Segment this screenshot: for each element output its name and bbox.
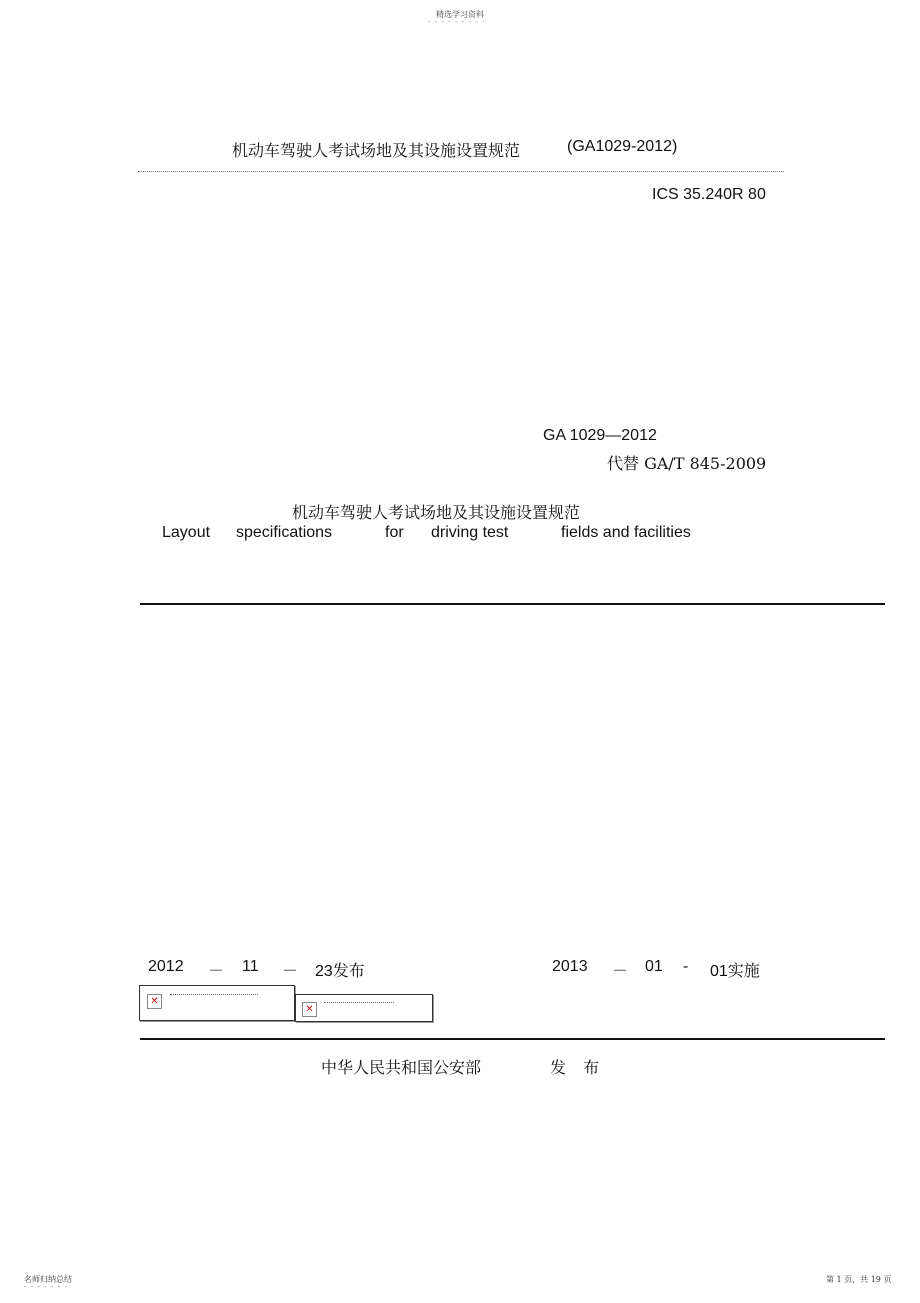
- effective-day-label: 01实施: [710, 963, 760, 980]
- title-en-word: driving test: [431, 524, 509, 541]
- issue-month: 11: [242, 958, 259, 975]
- broken-image-placeholder: [139, 985, 295, 1021]
- title-en-word: fields and facilities: [561, 524, 691, 541]
- replaces-standard: 代替 GA/T 845-2009: [607, 454, 767, 473]
- page-counter: 第 1 页，共 19 页: [826, 1275, 892, 1284]
- standard-number: GA 1029—2012: [543, 427, 657, 444]
- image-alt-text: [324, 1002, 394, 1003]
- title-divider: [140, 603, 885, 605]
- document-title-chinese: 机动车驾驶人考试场地及其设施设置规范: [292, 503, 581, 522]
- broken-image-placeholder: [295, 994, 433, 1022]
- image-alt-text: [170, 994, 258, 995]
- publish-label: 发 布: [550, 1058, 606, 1077]
- issue-year: 2012: [148, 958, 184, 975]
- issue-separator: －: [208, 963, 225, 980]
- title-en-word: specifications: [236, 524, 333, 541]
- publisher-name: 中华人民共和国公安部: [321, 1058, 482, 1077]
- broken-image-icon: ✕: [302, 1002, 317, 1017]
- effective-month: 01: [645, 958, 663, 975]
- top-watermark-dashes: - - - - - - - - -: [428, 18, 486, 26]
- footer-watermark: 名师归纳总结: [24, 1275, 72, 1284]
- title-en-word: Layout: [162, 524, 211, 541]
- ics-classification: ICS 35.240R 80: [652, 186, 766, 203]
- effective-year: 2013: [552, 958, 588, 975]
- footer-divider: [140, 1038, 885, 1040]
- issue-day-label: 23发布: [315, 963, 365, 980]
- header-standard-code: (GA1029-2012): [567, 138, 678, 155]
- effective-separator: －: [612, 963, 629, 980]
- effective-separator: -: [683, 958, 689, 975]
- top-watermark: 精选学习资料: [436, 10, 484, 19]
- footer-watermark-dashes: - - - - - - -: [24, 1283, 69, 1291]
- title-en-word: for: [385, 524, 404, 541]
- broken-image-icon: ✕: [147, 994, 162, 1009]
- header-divider: [138, 171, 784, 172]
- header-title: 机动车驾驶人考试场地及其设施设置规范: [232, 141, 521, 160]
- issue-separator: －: [282, 963, 299, 980]
